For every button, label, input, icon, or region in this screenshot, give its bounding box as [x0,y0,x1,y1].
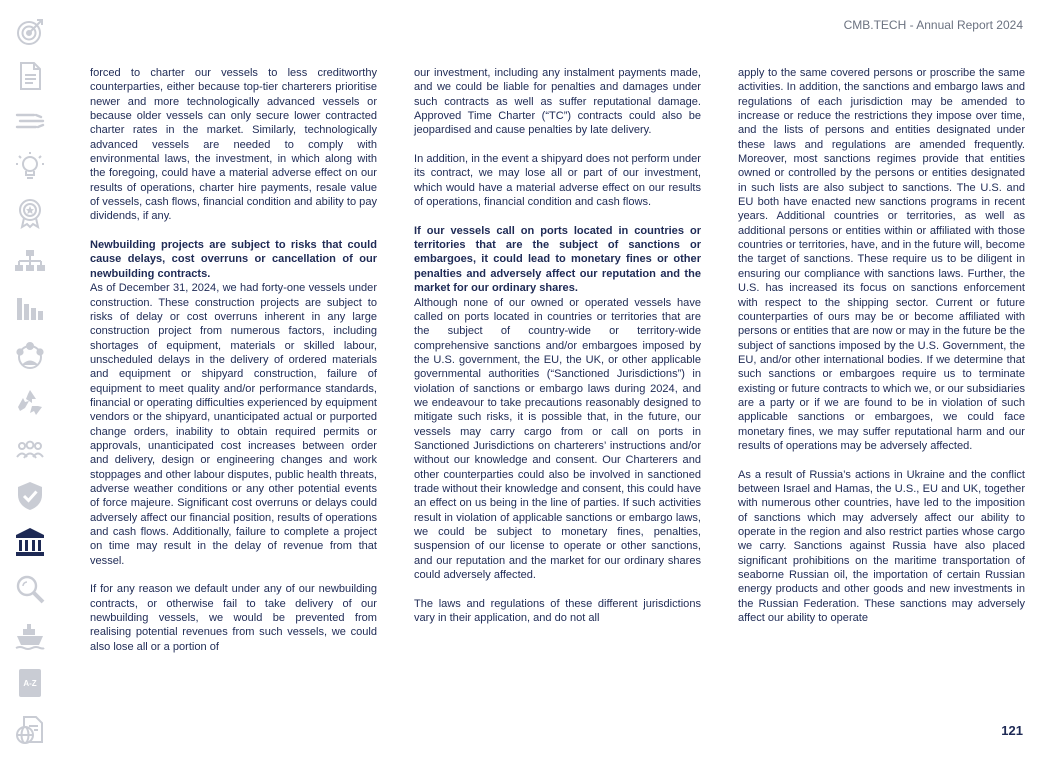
team-icon[interactable] [14,434,46,466]
sidebar-nav [0,0,60,765]
paragraph: forced to charter our vessels to less creditworthy counterparties, either because top-tier charterers prioritise newer and more technologically advanced vessels or because older vessels can only secure lower contracted charter rates in the market. Similarly, technologically advanced vessels are needed to comply with environmental laws, the investment, in which along with the foregoing, could have a material adverse effect on our results of operations, charter hire payments, resale value of vessels, cash flows, financial condition and ability to pay dividends, if any. [90,67,377,223]
bank-icon[interactable] [14,526,46,558]
award-badge-icon[interactable] [14,197,46,229]
people-group-icon[interactable] [14,340,46,372]
magnifier-icon[interactable] [14,573,46,605]
bar-chart-icon[interactable] [14,292,46,324]
web-document-icon[interactable] [14,714,46,746]
paragraph: As a result of Russia’s actions in Ukraine and the conflict between Israel and Hamas, the U.S., EU and UK, together with numerous other countries, have led to the imposition of sanctions which may adversely affect our ability to operate in the region and also restrict parties whose cargo we carry. Sanctions against Russia have also placed significant prohibitions on the maritime transportation of seaborne Russian oil, the importation of certain Russian energy products and other goods and new investments in the Russian Federation. These sanctions may adversely affect our ability to operate [738,468,1025,625]
text-column-3 [738,66,1025,625]
lightbulb-icon[interactable] [14,150,46,182]
org-chart-icon[interactable] [14,245,46,277]
paragraph: Although none of our owned or operated vessels have called on ports located in countries or territories that are the subject of country-wide or territory-wide comprehensive sanctions and/or embargoes imposed by the U.S. government, the EU, the UK, or other applicable governmental authorities (“Sanctioned Jurisdictions”) in violation of sanctions or embargo laws during 2024, and we endeavour to take precautions reasonably designed to mitigate such risks, it is possible that, in the future, our vessels may carry cargo from or call on ports in Sanctioned Jurisdictions on charterers’ instructions and/or without our knowledge and consent. Our Charterers and other counterparties could also be involved in sanctioned trade without their knowledge and consent, this could have an effect on us being in the line of parties. If such activities result in violation of applicable sanctions or embargo laws, we could be subject to monetary fines, penalties, suspension of our license to operate or other sanctions, and our reputation and the market for our ordinary shares could adversely affected. [414,296,701,582]
report-header-title: CMB.TECH - Annual Report 2024 [843,18,1023,32]
wind-lines-icon[interactable] [14,105,46,137]
section-heading: Newbuilding projects are subject to risks that could cause delays, cost overruns or cancellation of our newbuilding contracts. [90,239,377,280]
glossary-label: A-Z [23,679,37,688]
paragraph: our investment, including any instalment payments made, and we could be liable for penalties and damages under such contracts as well as suffer reputational damage. Approved Time Charter (“TC”) contracts could also be jeopardised and cause penalties by late delivery. [414,67,701,137]
paragraph: apply to the same covered persons or proscribe the same activities. In addition, the sanctions and embargo laws and regulations of each jurisdiction may be amended to increase or reduce the restrictions they impose over time, and the lists of persons and entities designated under these laws and regulations are amended frequently. Moreover, most sanctions regimes provide that entities owned or controlled by the persons or entities designated in such lists are also subject to sanctions. The U.S. and EU both have enacted new sanctions programs in recent years. Additional countries or territories, as well as additional persons or entities within or affiliated with those countries or territories, have, and in the future will, become the target of sanctions. These require us to be diligent in ensuring our compliance with sanctions laws. Further, the U.S. has increased its focus on sanctions enforcement with respect to the shipping sector. Current or future counterparties of ours may be or become affiliated with persons or entities that are now or may in the future be the subject of sanctions imposed by the U.S. Government, the EU, and/or other international bodies. If we determine that such sanctions or embargoes require us to terminate existing or future contracts to which we, or our subsidiaries are a party or if we are found to be in violation of such applicable sanctions or embargoes, we could face monetary fines, we may suffer reputational harm and our results of operations may be adversely affected. [738,67,1025,452]
text-column-2 [414,66,701,625]
paragraph: If for any reason we default under any of our newbuilding contracts, or otherwise fail to take delivery of our newbuilding vessels, we would be prevented from realising potential revenues from such vessels, we could also lose all or a portion of [90,583,377,653]
paragraph: In addition, in the event a shipyard does not perform under its contract, we may lose all or part of our investment, which would have a material adverse effect on our results of operations, financial condition and cash flows. [414,153,701,209]
target-icon[interactable] [14,16,46,48]
text-column-1 [90,66,377,654]
ship-icon[interactable] [14,620,46,652]
document-icon[interactable] [14,60,46,92]
page-number: 121 [1001,723,1023,738]
section-heading: If our vessels call on ports located in countries or territories that are the subject of sanctions or embargoes, it could lead to monetary fines or other penalties and adversely affect our reputation and the market for our ordinary shares. [414,224,701,295]
shield-check-icon[interactable] [14,480,46,512]
paragraph: The laws and regulations of these different jurisdictions vary in their application, and do not all [414,597,701,625]
a-z-glossary-icon[interactable] [14,667,46,699]
paragraph: As of December 31, 2024, we had forty-one vessels under construction. These construction projects are subject to risks of delay or cost overruns inherent in any large construction project from numerous factors, including shortages of equipment, materials or skilled labour, unscheduled delays in the delivery of ordered materials and equipment or shipyard construction, failure of equipment to meet quality and/or performance standards, financial or operating difficulties experienced by equipment vendors or the shipyard, unanticipated actual or purported change orders, inability to obtain required permits or approvals, unanticipated cost increases between order and delivery, design or engineering changes and work stoppages and other labour disputes, public health threats, adverse weather conditions or any other potential events of force majeure. Significant cost overruns or delays could adversely affect our financial position, results of operations and cash flows. Additionally, failure to complete a project on time may result in the delay of revenue from that vessel. [90,282,377,567]
recycle-icon[interactable] [14,387,46,419]
